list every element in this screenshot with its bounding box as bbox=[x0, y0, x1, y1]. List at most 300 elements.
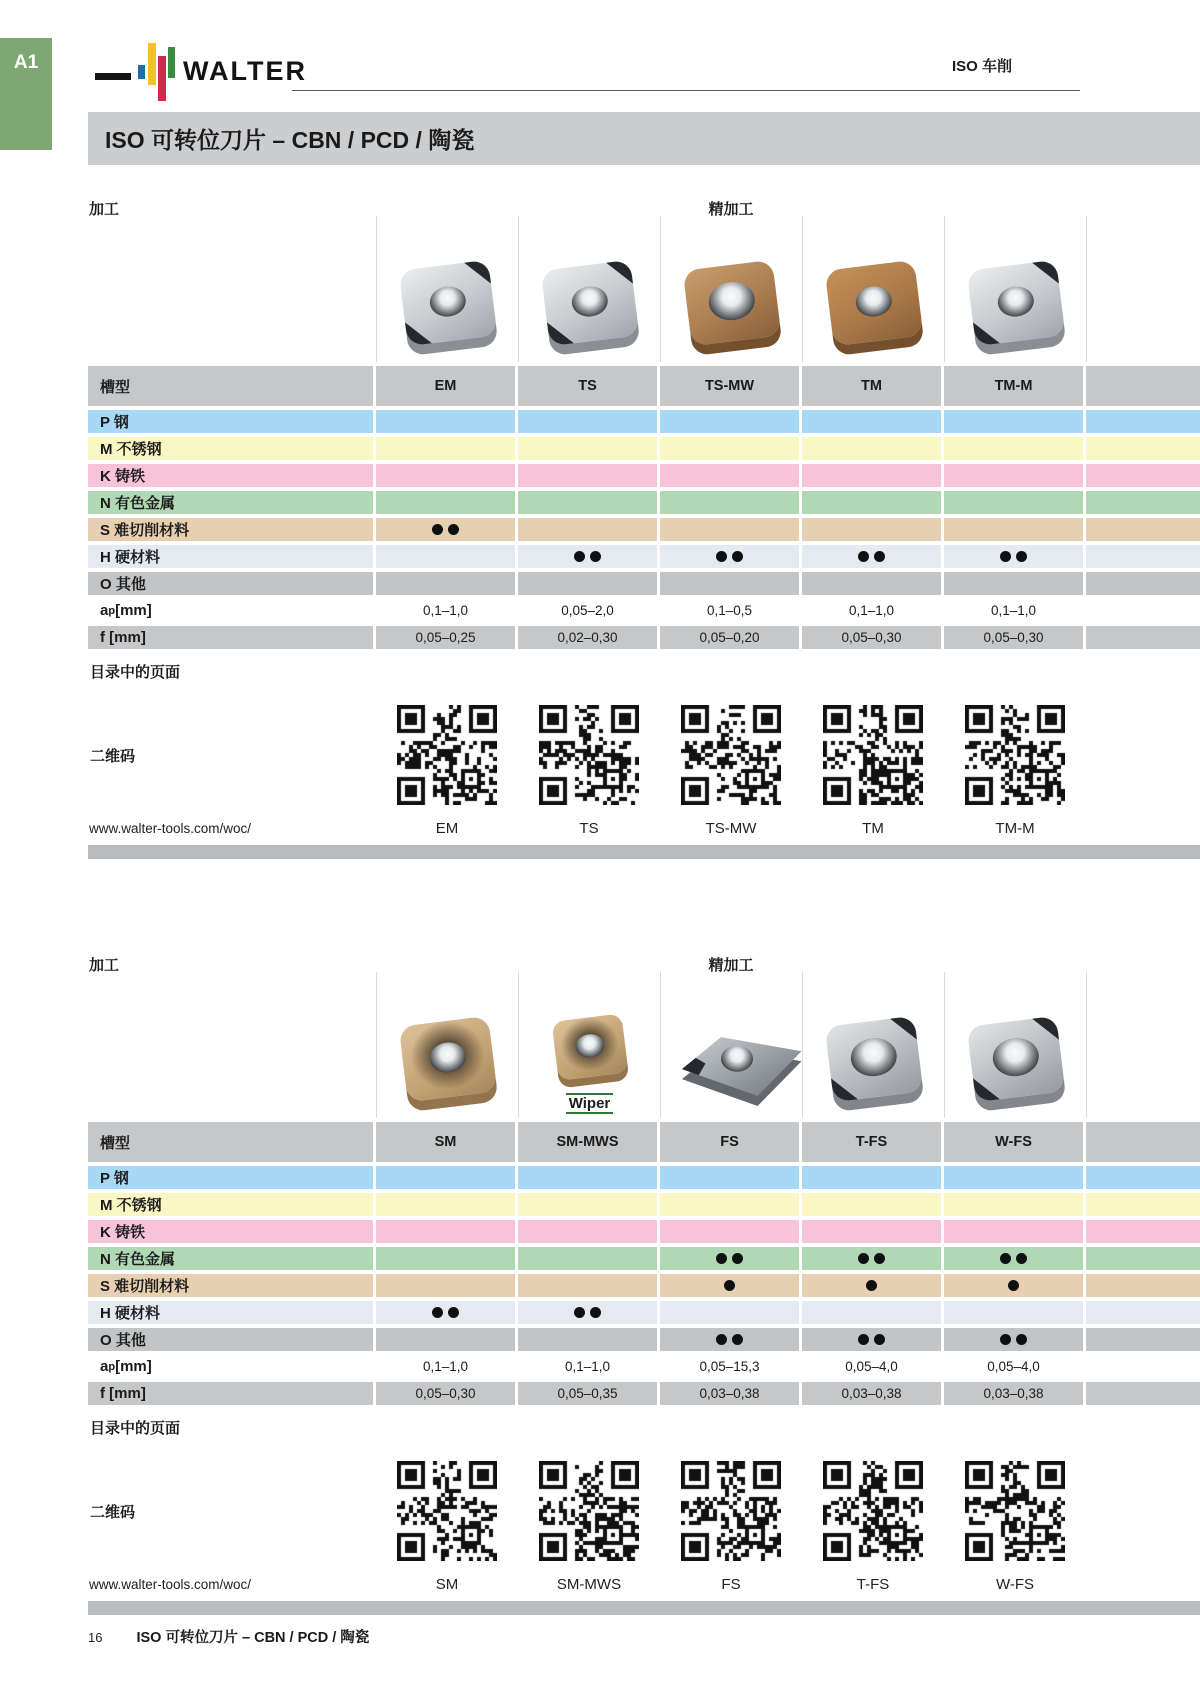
f-label: f [mm] bbox=[88, 1382, 373, 1405]
dot-cell bbox=[802, 464, 941, 487]
ap-label-base: a bbox=[100, 1358, 109, 1375]
dot-cell bbox=[660, 572, 799, 595]
spacer-cell bbox=[1086, 1220, 1200, 1243]
column-header: SM-MWS bbox=[518, 1122, 657, 1162]
dot-icon bbox=[858, 1334, 869, 1345]
spacer-cell bbox=[1086, 572, 1200, 595]
spacer-cell bbox=[1086, 1355, 1200, 1378]
spacer-cell bbox=[1086, 216, 1200, 362]
dot-cell bbox=[518, 410, 657, 433]
dot-cell bbox=[802, 1301, 941, 1324]
page-title bbox=[88, 112, 1200, 165]
ap-label-unit: [mm] bbox=[115, 602, 152, 619]
ap-value: 0,1–1,0 bbox=[422, 1359, 469, 1374]
dot-icon bbox=[1016, 1253, 1027, 1264]
dot-cell bbox=[518, 464, 657, 487]
dot-cell bbox=[518, 491, 657, 514]
insert-image-row bbox=[88, 972, 1200, 1118]
groove-type-label: 槽型 bbox=[88, 1122, 373, 1162]
column-header: TM-M bbox=[944, 366, 1083, 406]
dot-icon bbox=[1000, 1253, 1011, 1264]
spacer-cell bbox=[88, 216, 376, 362]
dot-cell bbox=[518, 518, 657, 541]
insert-body bbox=[398, 1016, 497, 1102]
dot-cell bbox=[518, 1247, 657, 1270]
ap-value: 0,05–15,3 bbox=[699, 1359, 760, 1374]
dot-cell bbox=[944, 464, 1083, 487]
qr-label: 二维码 bbox=[90, 747, 136, 765]
material-label: P 钢 bbox=[88, 1166, 373, 1189]
ap-value: 0,1–1,0 bbox=[422, 603, 469, 618]
f-value: 0,05–0,25 bbox=[376, 626, 515, 649]
qr-code-EM bbox=[397, 705, 497, 805]
insert-body bbox=[824, 260, 923, 346]
url-row bbox=[88, 811, 1200, 845]
material-label: K 铸铁 bbox=[88, 464, 373, 487]
insert-image-SM bbox=[396, 1016, 500, 1114]
ap-value: 0,05–4,0 bbox=[987, 1359, 1040, 1374]
material-label: O 其他 bbox=[88, 1328, 373, 1351]
header-rule bbox=[292, 90, 1080, 91]
qr-column-label: TS bbox=[579, 819, 599, 837]
walter-logo bbox=[95, 40, 335, 100]
dot-cell bbox=[376, 1328, 515, 1351]
dot-cell bbox=[944, 491, 1083, 514]
dot-cell bbox=[660, 491, 799, 514]
material-row-N bbox=[88, 491, 1200, 514]
dot-icon bbox=[432, 524, 443, 535]
dot-cell bbox=[376, 1274, 515, 1297]
dot-cell bbox=[376, 1301, 515, 1324]
dot-cell bbox=[376, 1220, 515, 1243]
logo-dash-icon bbox=[95, 73, 131, 80]
qr-code-TS bbox=[539, 705, 639, 805]
qr-code-TM-M bbox=[965, 705, 1065, 805]
insert-tip-icon bbox=[966, 1078, 999, 1102]
dot-cell bbox=[944, 1193, 1083, 1216]
dot-cell bbox=[376, 1247, 515, 1270]
dot-cell bbox=[376, 545, 515, 568]
insert-image-TS-MW bbox=[680, 260, 784, 358]
dot-cell bbox=[518, 1220, 657, 1243]
section-divider-bar bbox=[88, 845, 1200, 859]
insert-image-SM-MWS bbox=[549, 1013, 630, 1089]
dot-icon bbox=[574, 551, 585, 562]
dot-cell bbox=[518, 1328, 657, 1351]
catalog-url: www.walter-tools.com/woc/ bbox=[89, 820, 252, 836]
dot-cell bbox=[376, 572, 515, 595]
dot-icon bbox=[732, 1334, 743, 1345]
dot-cell bbox=[944, 437, 1083, 460]
insert-hole-icon bbox=[428, 284, 467, 318]
spacer-cell bbox=[1086, 1274, 1200, 1297]
dot-cell bbox=[802, 437, 941, 460]
qr-code-TM bbox=[823, 705, 923, 805]
insert-image-TM-M bbox=[964, 260, 1068, 358]
logo-blue-bar-icon bbox=[138, 65, 145, 79]
insert-tip-icon bbox=[606, 260, 639, 284]
processing-row bbox=[88, 190, 1200, 362]
ap-label-unit: [mm] bbox=[115, 1358, 152, 1375]
dot-icon bbox=[1000, 1334, 1011, 1345]
material-row-K bbox=[88, 1220, 1200, 1243]
f-value: 0,03–0,38 bbox=[802, 1382, 941, 1405]
dot-icon bbox=[716, 1253, 727, 1264]
f-value: 0,05–0,30 bbox=[802, 626, 941, 649]
brand-name: WALTER bbox=[183, 56, 307, 86]
material-row-M bbox=[88, 1193, 1200, 1216]
spacer-cell bbox=[1086, 599, 1200, 622]
qr-code-FS bbox=[681, 1461, 781, 1561]
insert-tip-icon bbox=[1032, 1016, 1065, 1040]
material-label: O 其他 bbox=[88, 572, 373, 595]
f-value: 0,05–0,35 bbox=[518, 1382, 657, 1405]
dot-icon bbox=[716, 551, 727, 562]
qr-cell bbox=[376, 699, 518, 811]
dot-cell bbox=[802, 1166, 941, 1189]
dot-icon bbox=[716, 1334, 727, 1345]
ap-row bbox=[88, 1355, 1200, 1378]
material-label: M 不锈钢 bbox=[88, 1193, 373, 1216]
dot-cell bbox=[802, 491, 941, 514]
dot-cell bbox=[660, 410, 799, 433]
dot-icon bbox=[590, 551, 601, 562]
spacer-cell bbox=[1086, 1193, 1200, 1216]
spacer-cell bbox=[1086, 1166, 1200, 1189]
material-row-O bbox=[88, 572, 1200, 595]
column-header: TS-MW bbox=[660, 366, 799, 406]
dot-icon bbox=[724, 1280, 735, 1291]
qr-column-label: SM-MWS bbox=[556, 1575, 622, 1593]
ap-value: 0,05–2,0 bbox=[561, 603, 614, 618]
spacer-cell bbox=[1086, 491, 1200, 514]
qr-column-label: SM bbox=[435, 1575, 459, 1593]
dot-icon bbox=[1016, 1334, 1027, 1345]
qr-column-label: EM bbox=[435, 819, 459, 837]
qr-code-TS-MW bbox=[681, 705, 781, 805]
dot-cell bbox=[802, 410, 941, 433]
catalog-pages-label: 目录中的页面 bbox=[90, 664, 181, 681]
spacer-cell bbox=[88, 972, 376, 1118]
qr-cell bbox=[944, 1455, 1086, 1567]
insert-cell-TM-M bbox=[944, 216, 1086, 362]
qr-column-label: W-FS bbox=[995, 1575, 1035, 1593]
material-label: M 不锈钢 bbox=[88, 437, 373, 460]
dot-cell bbox=[518, 545, 657, 568]
insert-cell-TM bbox=[802, 216, 944, 362]
dot-icon bbox=[732, 551, 743, 562]
insert-image-T-FS bbox=[822, 1016, 926, 1114]
ap-value: 0,1–1,0 bbox=[564, 1359, 611, 1374]
material-label: N 有色金属 bbox=[88, 1247, 373, 1270]
dot-icon bbox=[1008, 1280, 1019, 1291]
dot-icon bbox=[866, 1280, 877, 1291]
insert-hole-icon bbox=[854, 284, 893, 318]
dot-cell bbox=[376, 491, 515, 514]
insert-body bbox=[824, 1016, 923, 1102]
processing-row bbox=[88, 946, 1200, 1118]
insert-body bbox=[682, 260, 781, 346]
qr-row bbox=[88, 699, 1200, 811]
ap-value: 0,1–1,0 bbox=[990, 603, 1037, 618]
groove-type-label: 槽型 bbox=[88, 366, 373, 406]
insert-body bbox=[398, 260, 497, 346]
material-row-K bbox=[88, 464, 1200, 487]
ap-value: 0,1–0,5 bbox=[706, 603, 753, 618]
groove-row bbox=[88, 1122, 1200, 1162]
machining-label: 加工 bbox=[89, 957, 120, 974]
dot-cell bbox=[802, 1193, 941, 1216]
qr-label: 二维码 bbox=[90, 1503, 136, 1521]
insert-tip-icon bbox=[890, 1016, 923, 1040]
material-row-S bbox=[88, 518, 1200, 541]
dot-cell bbox=[376, 518, 515, 541]
dot-cell bbox=[518, 1301, 657, 1324]
qr-cell bbox=[944, 699, 1086, 811]
f-value: 0,03–0,38 bbox=[944, 1382, 1083, 1405]
insert-tip-icon bbox=[398, 322, 431, 346]
logo-yellow-bar-icon bbox=[148, 43, 156, 85]
dot-icon bbox=[1000, 551, 1011, 562]
dot-cell bbox=[944, 572, 1083, 595]
page-title-text: ISO 可转位刀片 – CBN / PCD / 陶瓷 bbox=[105, 127, 475, 153]
dot-cell bbox=[944, 1247, 1083, 1270]
section-divider-bar bbox=[88, 1601, 1200, 1615]
dot-icon bbox=[732, 1253, 743, 1264]
spacer-cell bbox=[1086, 1247, 1200, 1270]
insert-cell-T-FS bbox=[802, 972, 944, 1118]
dot-cell bbox=[802, 1247, 941, 1270]
qr-cell bbox=[518, 699, 660, 811]
insert-hole-icon bbox=[848, 1035, 898, 1078]
dot-cell bbox=[376, 437, 515, 460]
f-value: 0,05–0,20 bbox=[660, 626, 799, 649]
qr-cell bbox=[660, 699, 802, 811]
qr-column-label: TS-MW bbox=[705, 819, 757, 837]
url-row bbox=[88, 1567, 1200, 1601]
machining-label: 加工 bbox=[89, 201, 120, 218]
dot-icon bbox=[858, 1253, 869, 1264]
groove-row bbox=[88, 366, 1200, 406]
dot-cell bbox=[518, 1166, 657, 1189]
dot-cell bbox=[944, 1166, 1083, 1189]
insert-cell-TS-MW bbox=[660, 216, 802, 362]
qr-row bbox=[88, 1455, 1200, 1567]
insert-table-1 bbox=[88, 190, 1200, 859]
spacer-cell bbox=[1086, 699, 1200, 811]
dot-cell bbox=[518, 1274, 657, 1297]
dot-cell bbox=[660, 1328, 799, 1351]
material-label: S 难切削材料 bbox=[88, 1274, 373, 1297]
insert-hole-icon bbox=[570, 284, 609, 318]
material-row-H bbox=[88, 1301, 1200, 1324]
insert-hole-icon bbox=[721, 1046, 753, 1072]
qr-cell bbox=[518, 1455, 660, 1567]
section-tab-a1 bbox=[0, 38, 52, 150]
ap-value: 0,1–1,0 bbox=[848, 603, 895, 618]
qr-code-SM-MWS bbox=[539, 1461, 639, 1561]
dot-cell bbox=[944, 518, 1083, 541]
insert-image-EM bbox=[396, 260, 500, 358]
insert-body bbox=[966, 260, 1065, 346]
material-row-P bbox=[88, 410, 1200, 433]
material-row-M bbox=[88, 437, 1200, 460]
spacer-cell bbox=[1086, 1455, 1200, 1567]
dot-icon bbox=[590, 1307, 601, 1318]
page-footer bbox=[88, 1626, 369, 1647]
insert-cell-FS bbox=[660, 972, 802, 1118]
qr-code-W-FS bbox=[965, 1461, 1065, 1561]
dot-icon bbox=[448, 1307, 459, 1318]
insert-tip-icon bbox=[824, 1078, 857, 1102]
dot-cell bbox=[802, 572, 941, 595]
ap-label-base: a bbox=[100, 602, 109, 619]
qr-code-T-FS bbox=[823, 1461, 923, 1561]
dot-cell bbox=[944, 1274, 1083, 1297]
dot-cell bbox=[660, 1220, 799, 1243]
dot-cell bbox=[660, 437, 799, 460]
dot-icon bbox=[874, 1334, 885, 1345]
spacer-cell bbox=[1086, 366, 1200, 406]
material-label: N 有色金属 bbox=[88, 491, 373, 514]
insert-cell-EM bbox=[376, 216, 518, 362]
dot-cell bbox=[802, 518, 941, 541]
dot-cell bbox=[802, 1328, 941, 1351]
dot-cell bbox=[944, 545, 1083, 568]
material-row-N bbox=[88, 1247, 1200, 1270]
dot-cell bbox=[802, 545, 941, 568]
f-row bbox=[88, 1382, 1200, 1405]
material-label: K 铸铁 bbox=[88, 1220, 373, 1243]
ap-value: 0,05–4,0 bbox=[845, 1359, 898, 1374]
insert-cell-TS bbox=[518, 216, 660, 362]
insert-cell-SM bbox=[376, 972, 518, 1118]
dot-cell bbox=[660, 1166, 799, 1189]
dot-cell bbox=[660, 1301, 799, 1324]
spacer-cell bbox=[1086, 972, 1200, 1118]
material-label: H 硬材料 bbox=[88, 1301, 373, 1324]
dot-cell bbox=[944, 410, 1083, 433]
dot-cell bbox=[660, 1274, 799, 1297]
qr-code-SM bbox=[397, 1461, 497, 1561]
dot-cell bbox=[802, 1274, 941, 1297]
insert-image-FS bbox=[680, 1016, 784, 1114]
insert-tip-icon bbox=[464, 260, 497, 284]
spacer-cell bbox=[1086, 1567, 1200, 1601]
section-tab-label: A1 bbox=[13, 52, 39, 73]
ap-row bbox=[88, 599, 1200, 622]
dot-cell bbox=[660, 464, 799, 487]
corner-label: ISO 车削 bbox=[951, 58, 1012, 75]
dot-cell bbox=[660, 518, 799, 541]
dot-icon bbox=[432, 1307, 443, 1318]
ap-label-sub: p bbox=[108, 604, 116, 617]
material-row-P bbox=[88, 1166, 1200, 1189]
dot-cell bbox=[660, 1193, 799, 1216]
ap-label bbox=[88, 599, 373, 622]
dot-icon bbox=[874, 551, 885, 562]
column-header: SM bbox=[376, 1122, 515, 1162]
dot-icon bbox=[858, 551, 869, 562]
column-header: TM bbox=[802, 366, 941, 406]
dot-cell bbox=[944, 1301, 1083, 1324]
insert-image-W-FS bbox=[964, 1016, 1068, 1114]
material-row-O bbox=[88, 1328, 1200, 1351]
ap-label-sub: p bbox=[108, 1360, 116, 1373]
dot-icon bbox=[1016, 551, 1027, 562]
catalog-pages-label: 目录中的页面 bbox=[90, 1420, 181, 1437]
ap-label bbox=[88, 1355, 373, 1378]
insert-image-TM bbox=[822, 260, 926, 358]
qr-column-label: FS bbox=[721, 1575, 741, 1593]
column-header: TS bbox=[518, 366, 657, 406]
dot-icon bbox=[874, 1253, 885, 1264]
logo-red-bar-icon bbox=[158, 56, 166, 101]
f-value: 0,03–0,38 bbox=[660, 1382, 799, 1405]
spacer-cell bbox=[1086, 1301, 1200, 1324]
qr-cell bbox=[802, 699, 944, 811]
spacer-cell bbox=[1086, 410, 1200, 433]
dot-cell bbox=[660, 545, 799, 568]
f-row bbox=[88, 626, 1200, 649]
insert-body bbox=[551, 1013, 628, 1080]
logo-green-bar-icon bbox=[168, 47, 175, 78]
dot-cell bbox=[944, 1220, 1083, 1243]
spacer-cell bbox=[1086, 1122, 1200, 1162]
qr-column-label: TM-M bbox=[995, 819, 1035, 837]
material-row-H bbox=[88, 545, 1200, 568]
insert-cell-W-FS bbox=[944, 972, 1086, 1118]
qr-cell bbox=[376, 1455, 518, 1567]
insert-body bbox=[966, 1016, 1065, 1102]
insert-image-TS bbox=[538, 260, 642, 358]
qr-cell bbox=[660, 1455, 802, 1567]
spacer-cell bbox=[1086, 1382, 1200, 1405]
insert-table-2 bbox=[88, 946, 1200, 1615]
f-value: 0,02–0,30 bbox=[518, 626, 657, 649]
spacer-cell bbox=[1086, 437, 1200, 460]
dot-cell bbox=[944, 1328, 1083, 1351]
finishing-label: 精加工 bbox=[708, 957, 754, 974]
dot-cell bbox=[518, 437, 657, 460]
column-header: T-FS bbox=[802, 1122, 941, 1162]
dot-icon bbox=[574, 1307, 585, 1318]
page-number: 16 bbox=[88, 1630, 103, 1645]
insert-tip-icon bbox=[966, 322, 999, 346]
insert-body bbox=[680, 1032, 802, 1096]
material-row-S bbox=[88, 1274, 1200, 1297]
finishing-label: 精加工 bbox=[708, 201, 754, 218]
spacer-cell bbox=[1086, 811, 1200, 845]
material-label: H 硬材料 bbox=[88, 545, 373, 568]
dot-icon bbox=[448, 524, 459, 535]
dot-cell bbox=[376, 1166, 515, 1189]
spacer-cell bbox=[1086, 1328, 1200, 1351]
dot-cell bbox=[660, 1247, 799, 1270]
f-value: 0,05–0,30 bbox=[944, 626, 1083, 649]
insert-hole-icon bbox=[996, 284, 1035, 318]
footer-title: ISO 可转位刀片 – CBN / PCD / 陶瓷 bbox=[136, 1630, 370, 1646]
spacer-cell bbox=[1086, 518, 1200, 541]
material-label: S 难切削材料 bbox=[88, 518, 373, 541]
spacer-cell bbox=[1086, 464, 1200, 487]
spacer-cell bbox=[1086, 545, 1200, 568]
column-header: EM bbox=[376, 366, 515, 406]
qr-cell bbox=[802, 1455, 944, 1567]
f-label: f [mm] bbox=[88, 626, 373, 649]
insert-tip-icon bbox=[540, 322, 573, 346]
dot-cell bbox=[518, 1193, 657, 1216]
